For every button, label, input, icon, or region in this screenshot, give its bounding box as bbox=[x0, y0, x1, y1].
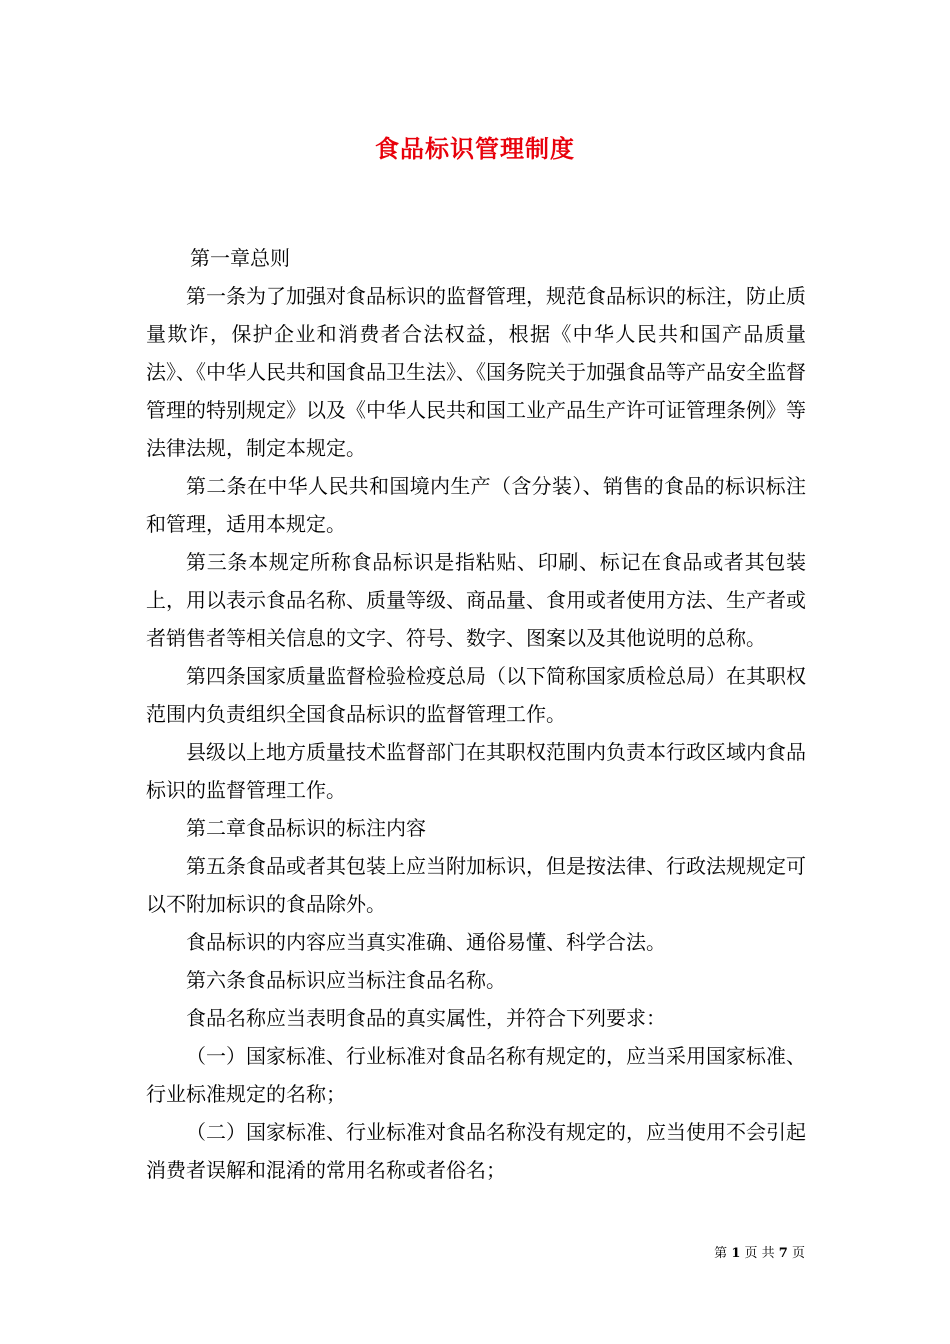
article-paragraph: 食品标识的内容应当真实准确、通俗易懂、科学合法。 bbox=[186, 930, 666, 954]
chapter-heading: 第一章总则 bbox=[190, 246, 290, 270]
article-paragraph: 第六条食品标识应当标注食品名称。 bbox=[186, 968, 506, 992]
article-paragraph: 县级以上地方质量技术监督部门在其职权范围内负责本行政区域内食品标识的监督管理工作。 bbox=[146, 740, 806, 802]
article-paragraph: 食品名称应当表明食品的真实属性，并符合下列要求： bbox=[186, 1006, 666, 1030]
chapter-heading: 第二章食品标识的标注内容 bbox=[186, 816, 426, 840]
article-paragraph: 第二条在中华人民共和国境内生产（含分装）、销售的食品的标识标注和管理，适用本规定。 bbox=[146, 474, 806, 536]
page-suffix: 页 bbox=[791, 1246, 805, 1261]
list-item: （二）国家标准、行业标准对食品名称没有规定的，应当使用不会引起消费者误解和混淆的常用名称或者俗名； bbox=[146, 1120, 806, 1182]
document-title: 食品标识管理制度 bbox=[375, 134, 575, 163]
article-paragraph: 第五条食品或者其包装上应当附加标识，但是按法律、行政法规规定可以不附加标识的食品除外。 bbox=[146, 854, 806, 916]
article-paragraph: 第一条为了加强对食品标识的监督管理，规范食品标识的标注，防止质量欺诈，保护企业和消费者合法权益，根据《中华人民共和国产品质量法》、《中华人民共和国食品卫生法》、《国务院关于加强食品等产品安全监督管理的特别规定》以及《中华人民共和国工业产品生产许可证管理条例》等法律法规，制定本规定。 bbox=[146, 284, 806, 460]
total-pages: 7 bbox=[778, 1246, 788, 1261]
page-prefix: 第 bbox=[714, 1246, 728, 1261]
list-item: （一）国家标准、行业标准对食品名称有规定的，应当采用国家标准、行业标准规定的名称； bbox=[146, 1044, 806, 1106]
current-page: 1 bbox=[731, 1246, 741, 1261]
article-paragraph: 第四条国家质量监督检验检疫总局（以下简称国家质检总局）在其职权范围内负责组织全国食品标识的监督管理工作。 bbox=[146, 664, 806, 726]
page-mid: 页 共 bbox=[744, 1246, 775, 1261]
article-paragraph: 第三条本规定所称食品标识是指粘贴、印刷、标记在食品或者其包装上，用以表示食品名称、质量等级、商品量、食用或者使用方法、生产者或者销售者等相关信息的文字、符号、数字、图案以及其他说明的总称。 bbox=[146, 550, 806, 650]
page-number bbox=[714, 1245, 805, 1263]
document-body bbox=[146, 239, 806, 1189]
